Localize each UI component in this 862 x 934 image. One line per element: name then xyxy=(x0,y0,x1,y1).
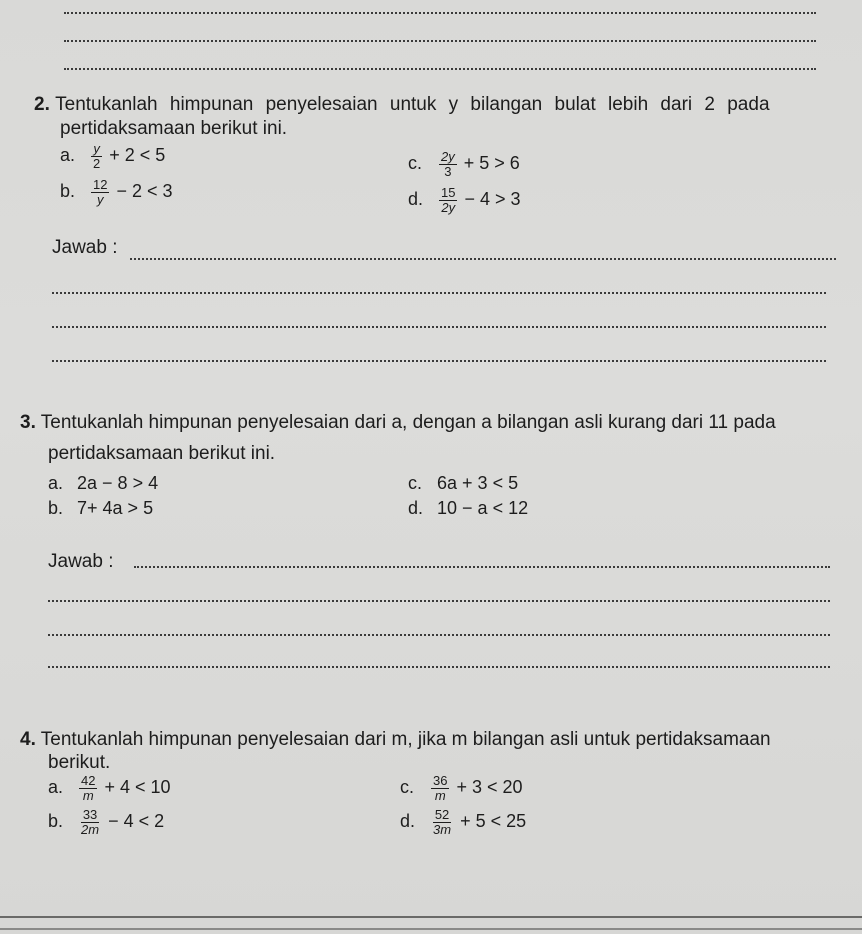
answer-line xyxy=(52,292,826,294)
q2-item-d: d. $\frac{15}{2y}$ − 4 > 3 xyxy=(408,185,521,215)
q3-item-b: b. 7+ 4a > 5 xyxy=(48,498,154,518)
page-edge xyxy=(0,928,862,930)
question-4-text-line2: berikut. xyxy=(48,752,111,773)
question-text: Tentukanlah himpunan penyelesaian dari m, jika m bilangan asli untuk pertidaksamaan xyxy=(40,729,771,750)
q4-item-a: a. $\frac{42}{m}$ + 4 < 10 xyxy=(48,773,171,803)
answer-line xyxy=(134,566,830,568)
jawab-label: Jawab : xyxy=(48,551,114,572)
answer-line xyxy=(48,634,830,636)
page-edge xyxy=(0,916,862,918)
question-4-text xyxy=(20,729,771,751)
question-text: Tentukanlah himpunan penyelesaian untuk y bilangan bulat lebih dari 2 pada xyxy=(55,94,770,115)
question-number: 2. xyxy=(34,94,50,115)
question-number: 3. xyxy=(20,412,36,433)
q3-item-a: a. 2a − 8 > 4 xyxy=(48,473,159,493)
question-3-text-line2: pertidaksamaan berikut ini. xyxy=(48,443,276,464)
answer-line xyxy=(64,40,816,42)
jawab-label: Jawab : xyxy=(52,237,118,258)
question-text: Tentukanlah himpunan penyelesaian dari a, dengan a bilangan asli kurang dari 11 pada xyxy=(40,412,776,433)
q3-item-c: c. 6a + 3 < 5 xyxy=(408,473,519,493)
answer-line xyxy=(64,68,816,70)
question-3-text xyxy=(20,412,776,434)
q4-item-b: b. $\frac{33}{2m}$ − 4 < 2 xyxy=(48,807,165,837)
answer-line xyxy=(64,12,816,14)
answer-line xyxy=(52,326,826,328)
answer-line xyxy=(48,600,830,602)
q4-item-c: c. $\frac{36}{m}$ + 3 < 20 xyxy=(400,773,523,803)
q2-item-a: a. $\frac{y}{2}$ + 2 < 5 xyxy=(60,141,166,171)
answer-line xyxy=(130,258,836,260)
q3-item-d: d. 10 − a < 12 xyxy=(408,498,529,518)
question-2-text xyxy=(34,94,770,116)
q4-item-d: d. $\frac{52}{3m}$ + 5 < 25 xyxy=(400,807,527,837)
answer-line xyxy=(48,666,830,668)
q2-item-b: b. $\frac{12}{y}$ − 2 < 3 xyxy=(60,177,173,207)
answer-line xyxy=(52,360,826,362)
question-2-text-line2: pertidaksamaan berikut ini. xyxy=(60,118,288,139)
q2-item-c: c. $\frac{2y}{3}$ + 5 > 6 xyxy=(408,149,520,179)
question-number: 4. xyxy=(20,729,36,750)
